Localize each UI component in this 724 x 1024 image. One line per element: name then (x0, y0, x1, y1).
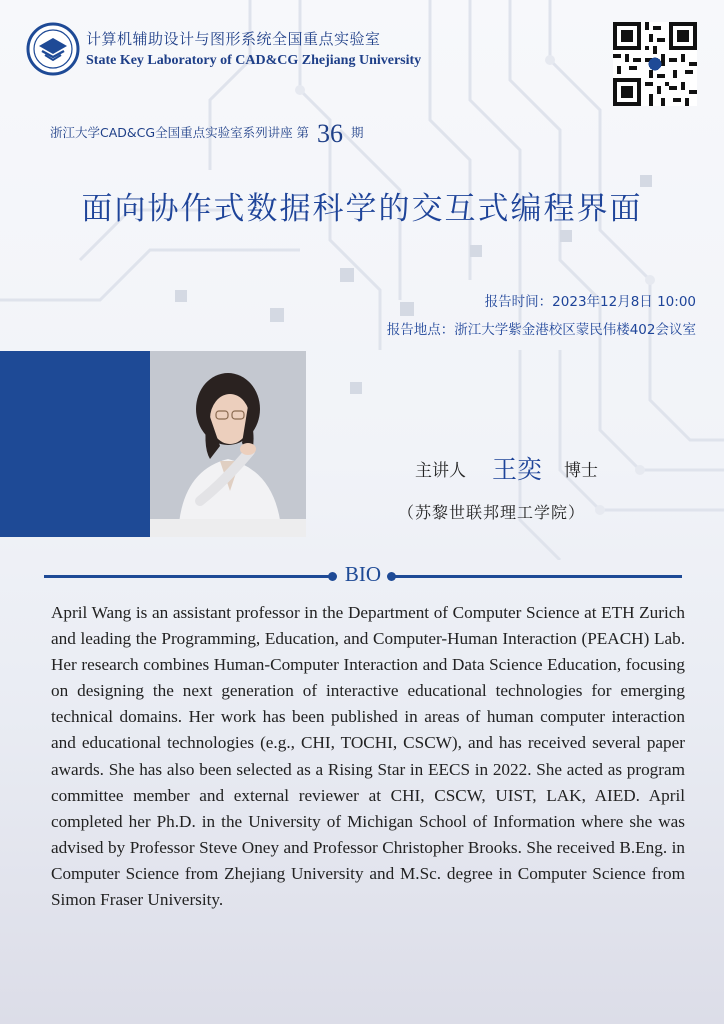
speaker-line (415, 450, 598, 486)
divider-left (44, 575, 334, 578)
bio-heading: BIO (344, 562, 382, 586)
accent-block (0, 351, 150, 537)
divider-dot-left (328, 572, 337, 581)
lecture-time: 报告时间：2023年12月8日 10:00 (484, 294, 696, 310)
qr-code-icon[interactable] (613, 22, 697, 106)
lab-name-cn: 计算机辅助设计与图形系统全国重点实验室 (86, 30, 381, 48)
lab-name-en: State Key Laboratory of CAD&CG Zhejiang University (86, 53, 422, 68)
speaker-role-label: 主讲人 (415, 461, 466, 481)
lab-logo-icon (26, 22, 80, 76)
speaker-title: 博士 (564, 461, 599, 481)
bio-text: April Wang is an assistant professor in the Department of Computer Science at ETH Zurich and leading the Programming, Education, and Computer-Human Interaction (PEACH) Lab. Her research combines Human-Computer Interaction and Data Science Education, focusing on designing the next generation of interactive educational technologies for emerging technical domains. Her work has been published in areas of human computer interaction and educational technologies (e.g., CHI, TOCHI, CSCW), and has received several paper awards. She has also been selected as a Rising Star in EECS in 2022. She acted as program committee member and external reviewer at CHI, CSCW, UIST, LAK, AIED. April completed her Ph.D. in the University of Michigan School of Information where she was advised by Professor Steve Oney and Professor Christopher Brooks. She received B.Eng. in Computer Science from Zhejiang University and M.Sc. degree in Computer Science from Simon Fraser University. (51, 603, 685, 910)
speaker-affiliation: （苏黎世联邦理工学院） (398, 503, 586, 522)
series-suffix: 期 (351, 125, 364, 140)
speaker-name: 王奕 (492, 455, 543, 484)
speaker-photo (150, 351, 306, 537)
series-prefix: 浙江大学CAD&CG全国重点实验室系列讲座 第 (50, 125, 310, 140)
lecture-title: 面向协作式数据科学的交互式编程界面 (81, 191, 643, 227)
lecture-series-line (50, 119, 364, 149)
lecture-place: 报告地点：浙江大学紫金港校区蒙民伟楼402会议室 (386, 322, 696, 338)
issue-number: 36 (317, 119, 344, 148)
divider-right (390, 575, 682, 578)
